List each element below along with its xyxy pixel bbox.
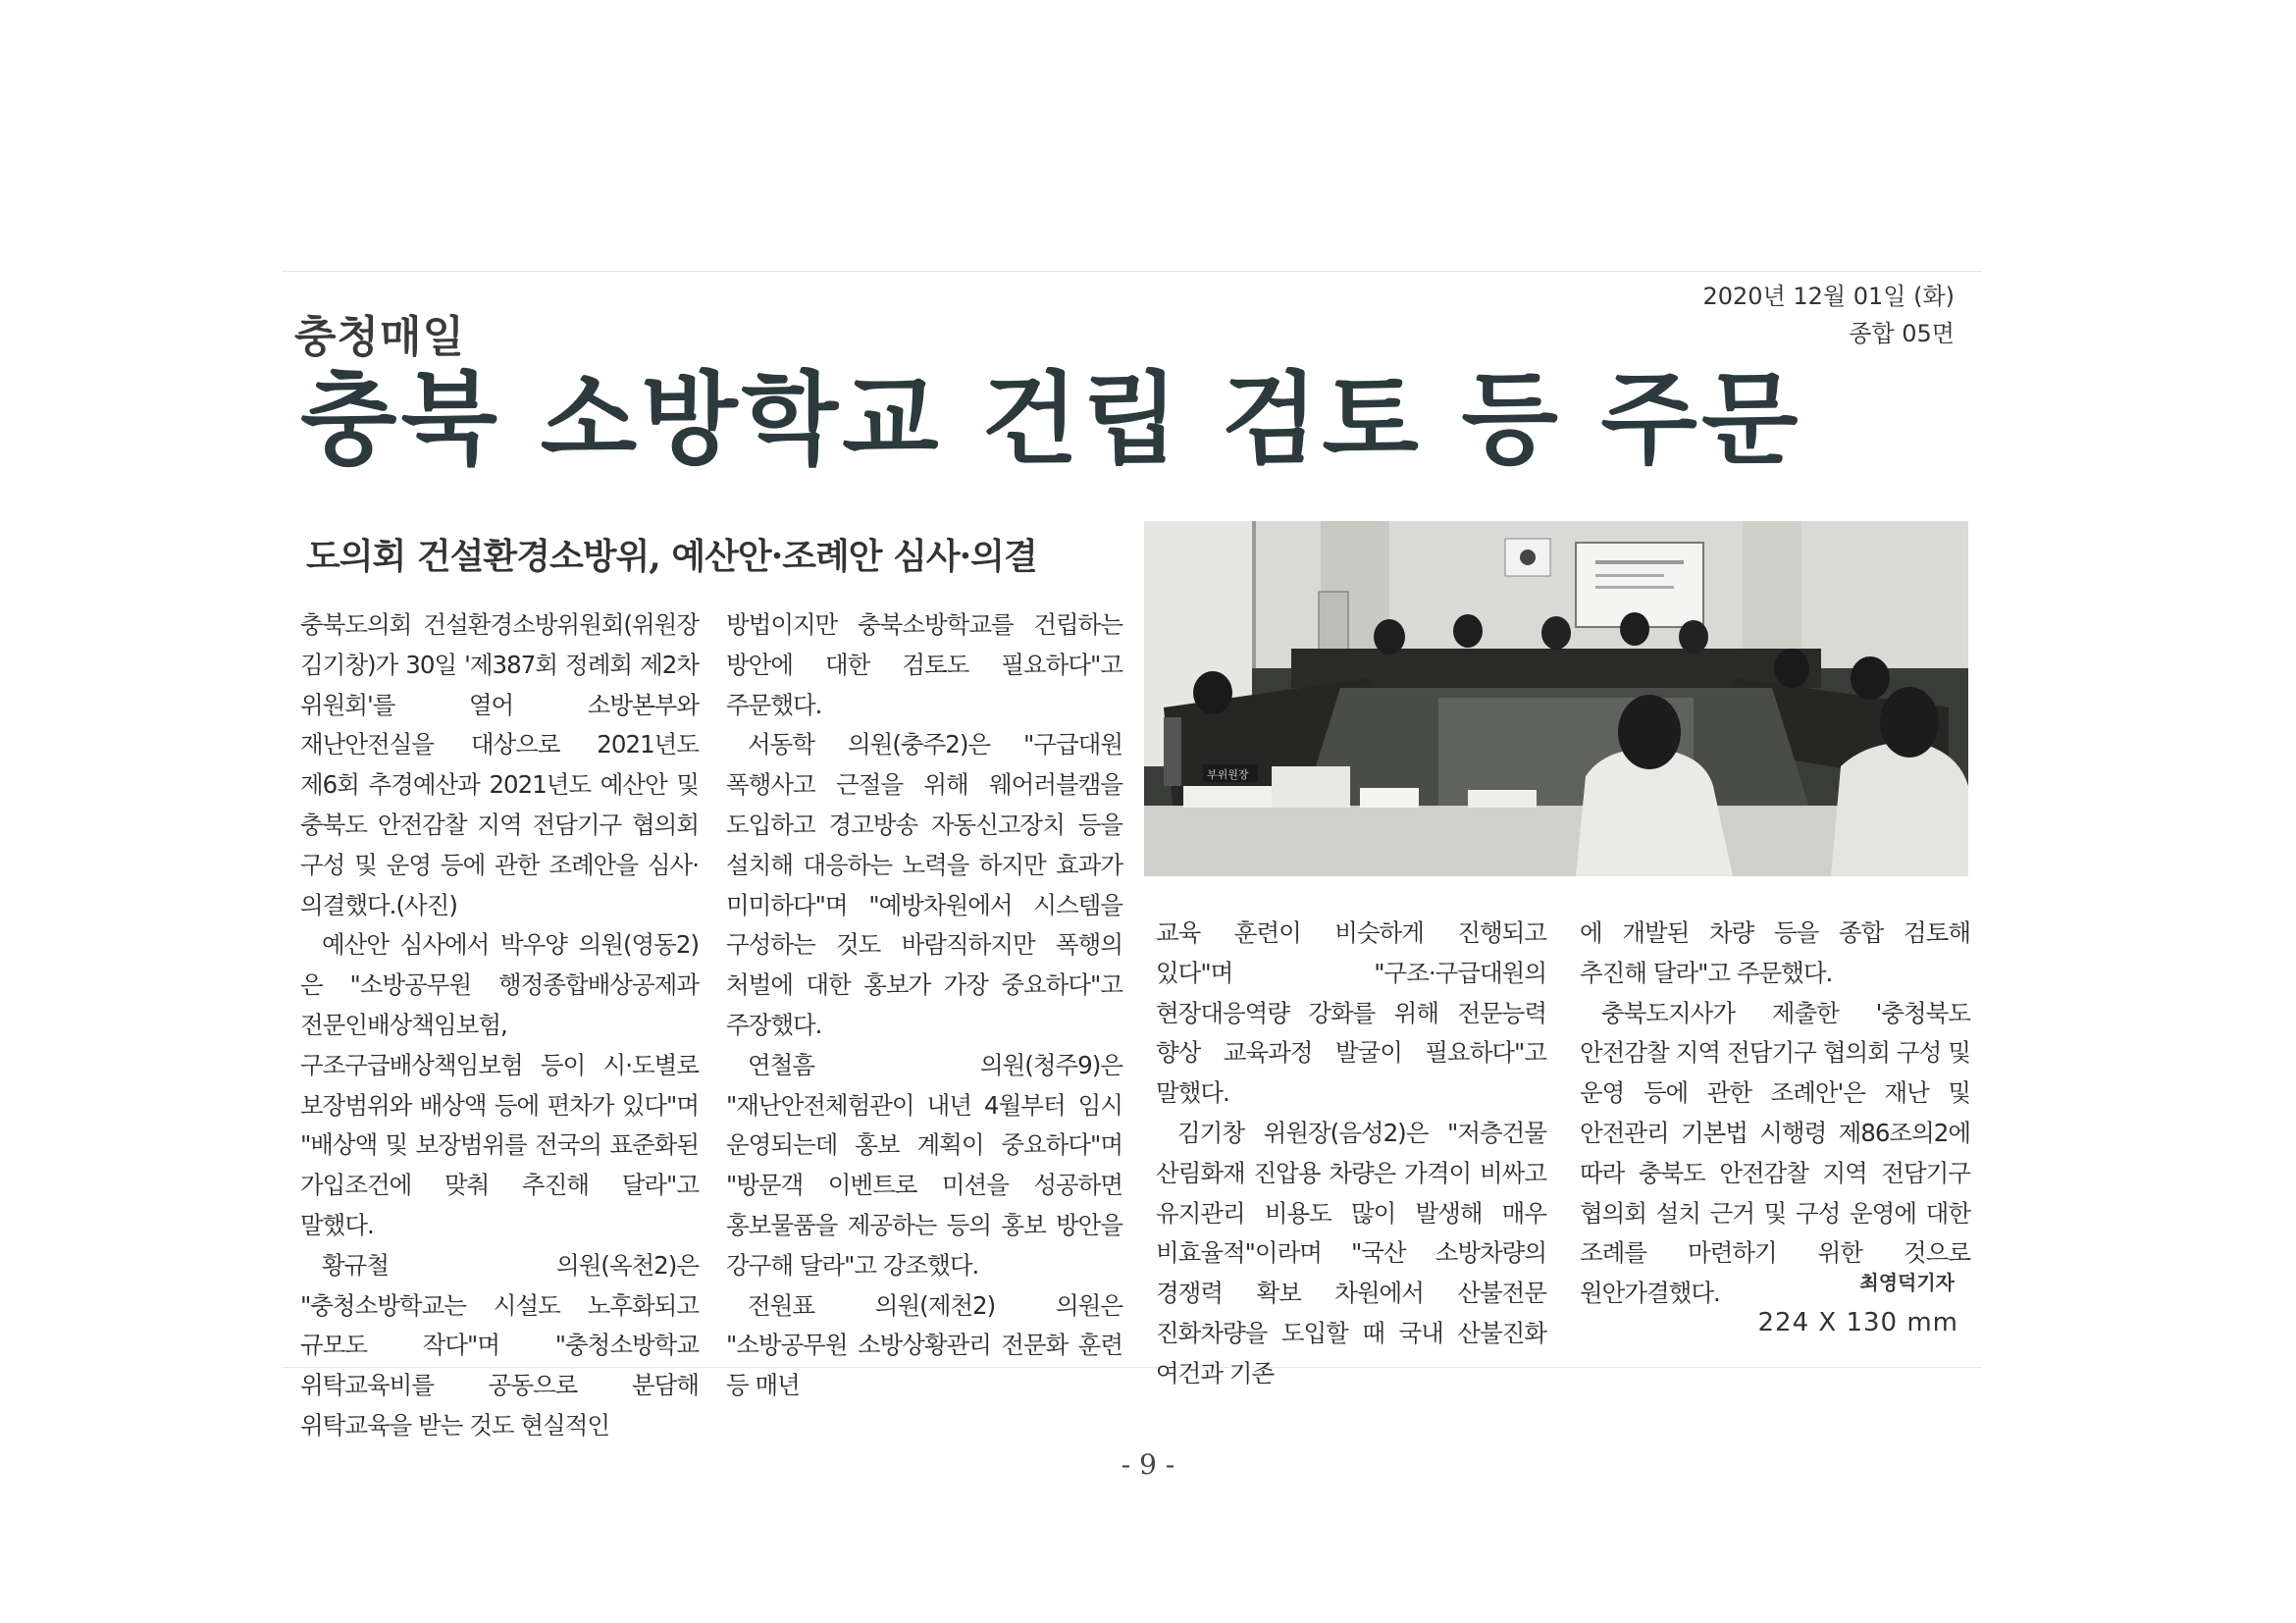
publication-date: 2020년 12월 01일 (화): [1702, 283, 1955, 310]
newspaper-masthead: 충청매일: [294, 312, 466, 362]
section-page: 종합 05면: [1849, 320, 1955, 347]
paragraph: 서동학 의원(충주2)은 "구급대원 폭행사고 근절을 위해 웨어러블캠을 도입하고 경고방송 자동신고장치 등을 설치해 대응하는 노력을 하지만 효과가 미미하다"며 "예방차원에서 시스템을 구성하는 것도 바람직하지만 폭행의 처벌에 대한 홍보가 가장 중요하다"고 주장했다.: [726, 730, 1122, 1039]
article-column-2: [726, 605, 1122, 1400]
paragraph: 충북도지사가 제출한 '충청북도 안전감찰 지역 전담기구 협의회 구성 및 운영 등에 관한 조례안'은 재난 및 안전관리 기본법 시행령 제86조의2에 따라 충북도 안전감찰 지역 전담기구 협의회 설치 근거 및 구성 운영에 대한 조례를 마련하기 위한 것으로 원안가결했다.: [1580, 998, 1970, 1308]
paragraph: 방법이지만 충북소방학교를 건립하는 방안에 대한 검토도 필요하다"고 주문했다.: [726, 610, 1122, 719]
paragraph: 충북도의회 건설환경소방위원회(위원장 김기창)가 30일 '제387회 정례회 제2차 위원회'를 열어 소방본부와 재난안전실을 대상으로 2021년도 제6회 추경예산과 2021년도 예산안 및 충북도 안전감찰 지역 전담기구 협의회 구성 및 운영 등에 관한 조례안을 심사·의결했다.(사진): [300, 610, 699, 919]
paragraph: 에 개발된 차량 등을 종합 검토해 추진해 달라"고 주문했다.: [1580, 918, 1970, 987]
paragraph: 예산안 심사에서 박우양 의원(영동2)은 "소방공무원 행정종합배상공제과 전문인배상책임보험, 구조구급배상책임보험 등이 시·도별로 보장범위와 배상액 등에 편차가 있다"며 "배상액 및 보장범위를 전국의 표준화된 가입조건에 맞춰 추진해 달라"고 말했다.: [300, 930, 699, 1239]
publication-date-block: [1702, 278, 1955, 352]
nameplate-text: 부위원장: [1207, 768, 1249, 781]
paragraph: 전원표 의원(제천2) 의원은 "소방공무원 소방상황관리 전문화 훈련 등 매년: [726, 1290, 1122, 1400]
article-column-3: [1156, 914, 1546, 1387]
paragraph: 교육 훈련이 비슷하게 진행되고 있다"며 "구조·구급대원의 현장대응역량 강화를 위해 전문능력 향상 교육과정 발굴이 필요하다"고 말했다.: [1156, 918, 1546, 1108]
page-number: - 9 -: [1121, 1448, 1175, 1481]
paragraph: 연철흠 의원(청주9)은 "재난안전체험관이 내년 4월부터 임시 운영되는데 홍보 계획이 중요하다"며 "방문객 이벤트로 미션을 성공하면 홍보물품을 제공하는 등의 홍보 방안을 강구해 달라"고 강조했다.: [726, 1050, 1122, 1280]
article-subheadline: 도의회 건설환경소방위, 예산안·조례안 심사·의결: [306, 536, 1037, 577]
reporter-byline: 최영덕기자: [1859, 1271, 1955, 1294]
newspaper-clipping: [283, 271, 1982, 1440]
paragraph: 황규철 의원(옥천2)은 "충청소방학교는 시설도 노후화되고 규모도 작다"며 "충청소방학교 위탁교육비를 공동으로 분담해 위탁교육을 받는 것도 현실적인: [300, 1250, 699, 1440]
committee-meeting-photo: [1144, 521, 1968, 876]
article-headline: 충북 소방학교 건립 검토 등 주문: [300, 362, 1802, 479]
meeting-room-illustration: [1144, 521, 1968, 876]
clip-size: 224 X 130 mm: [1757, 1308, 1958, 1337]
paragraph: 김기창 위원장(음성2)은 "저층건물 산림화재 진압용 차량은 가격이 비싸고 유지관리 비용도 많이 발생해 매우 비효율적"이라며 "국산 소방차량의 경쟁력 확보 차원에서 산불전문 진화차량을 도입할 때 국내 산불진화 여건과 기존: [1156, 1118, 1546, 1387]
article-column-1: [300, 605, 699, 1440]
